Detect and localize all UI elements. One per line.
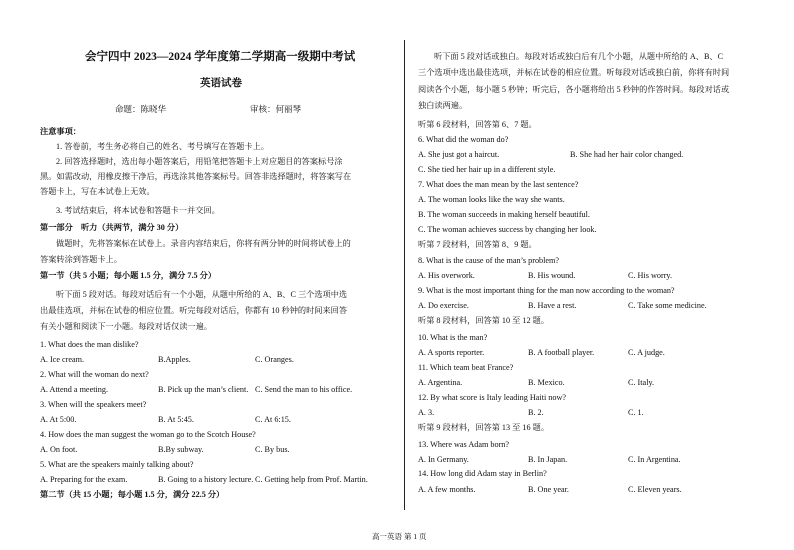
notice-line: 2. 回答选择题时，选出每小题答案后，用铅笔把答题卡上对应题目的答案标号涂 xyxy=(56,157,343,166)
notice-line: 答题卡上，写在本试卷上无效。 xyxy=(40,187,155,196)
option-c: C. In Argentina. xyxy=(628,455,681,464)
question-text: 5. What are the speakers mainly talking about? xyxy=(40,460,194,469)
option-b: B. 2. xyxy=(528,408,544,417)
section1-intro-line: 出最佳选项，并标在试卷的相应位置。听完每段对话后，你都有 10 秒钟的时间来回答 xyxy=(40,306,348,315)
option-a: A. Preparing for the exam. xyxy=(40,475,128,484)
section2-intro-line: 听下面 5 段对话或独白。每段对话或独白后有几个小题，从题中所给的 A、B、C xyxy=(434,52,724,61)
question-text: 11. Which team beat France? xyxy=(418,363,514,372)
option-a: A. On foot. xyxy=(40,445,78,454)
section2-intro-line: 独白读两遍。 xyxy=(418,101,468,110)
notice-line: 黑。如需改动，用橡皮擦干净后，再选涂其他答案标号。回答非选择题时，将答案写在 xyxy=(40,172,352,181)
option-b: B. At 5:45. xyxy=(158,415,194,424)
option-c: C. She tied her hair up in a different style. xyxy=(418,165,556,174)
option-b: B. A football player. xyxy=(528,348,595,357)
column-divider xyxy=(404,40,405,510)
section2-heading: 第二节（共 15 小题；每小题 1.5 分，满分 22.5 分） xyxy=(40,490,225,499)
option-a: A. Ice cream. xyxy=(40,355,85,364)
section2-intro-line: 三个选项中选出最佳选项，并标在试卷的相应位置。听每段对话或独白前，你将有时间 xyxy=(418,68,730,77)
option-a: A. She just got a haircut. xyxy=(418,150,500,159)
option-b: B. In Japan. xyxy=(528,455,568,464)
option-c: C. Eleven years. xyxy=(628,485,682,494)
footer-page: 第 1 页 xyxy=(404,532,427,541)
option-c: C. Send the man to his office. xyxy=(255,385,353,394)
option-c: C. Take some medicine. xyxy=(628,301,707,310)
exam-title: 会宁四中 2023—2024 学年度第二学期高一级期中考试 xyxy=(85,51,356,63)
option-a: A. A few months. xyxy=(418,485,476,494)
question-text: 10. What is the man? xyxy=(418,333,488,342)
question-text: 8. What is the cause of the man’s problem? xyxy=(418,256,560,265)
question-text: 3. When will the speakers meet? xyxy=(40,400,147,409)
option-c: C. Italy. xyxy=(628,378,655,387)
question-text: 6. What did the woman do? xyxy=(418,135,509,144)
option-b: B. The woman succeeds in making herself beautiful. xyxy=(418,210,590,219)
section2-intro-line: 阅读各个小题，每小题 5 秒钟；听完后，各小题将给出 5 秒钟的作答时间。每段对话或 xyxy=(418,85,730,94)
option-a: A. The woman looks like the way she wants. xyxy=(418,195,565,204)
part1-intro-line: 答案转涂到答题卡上。 xyxy=(40,255,122,264)
option-a: A. In Germany. xyxy=(418,455,469,464)
section1-intro-line: 有关小题和阅读下一小题。每段对话仅读一遍。 xyxy=(40,322,212,331)
option-c: C. By bus. xyxy=(255,445,290,454)
option-c: C. A judge. xyxy=(628,348,665,357)
notice-heading: 注意事项： xyxy=(40,127,81,136)
question-text: 7. What does the man mean by the last sentence? xyxy=(418,180,579,189)
option-b: B.By subway. xyxy=(158,445,204,454)
question-text: 14. How long did Adam stay in Berlin? xyxy=(418,469,547,478)
exam-subtitle: 英语试卷 xyxy=(200,78,242,89)
option-b: B. Have a rest. xyxy=(528,301,577,310)
option-b: B. She had her hair color changed. xyxy=(570,150,684,159)
material-note: 听第 6 段材料，回答第 6、7 题。 xyxy=(418,120,537,129)
option-a: A. Do exercise. xyxy=(418,301,469,310)
question-text: 2. What will the woman do next? xyxy=(40,370,149,379)
material-note: 听第 8 段材料，回答第 10 至 12 题。 xyxy=(418,316,550,325)
option-b: B. His wound. xyxy=(528,271,576,280)
option-b: B. Mexico. xyxy=(528,378,565,387)
option-c: C. His worry. xyxy=(628,271,673,280)
option-c: C. Oranges. xyxy=(255,355,294,364)
section1-heading: 第一节（共 5 小题；每小题 1.5 分，满分 7.5 分） xyxy=(40,271,217,280)
option-c: C. 1. xyxy=(628,408,644,417)
left-column xyxy=(40,0,390,520)
question-text: 9. What is the most important thing for the man now according to the woman? xyxy=(418,286,675,295)
option-c: C. At 6:15. xyxy=(255,415,291,424)
footer-subject: 高一英语 xyxy=(372,532,402,541)
part1-intro-line: 做题时，先将答案标在试卷上。录音内容结束后，你将有两分钟的时间将试卷上的 xyxy=(56,239,351,248)
option-a: A. Attend a meeting. xyxy=(40,385,108,394)
notice-line: 3. 考试结束后，将本试卷和答题卡一并交回。 xyxy=(56,206,220,215)
option-a: A. His overwork. xyxy=(418,271,475,280)
material-note: 听第 9 段材料，回答第 13 至 16 题。 xyxy=(418,423,550,432)
right-column xyxy=(418,0,768,520)
part1-heading: 第一部分 听力（共两节，满分 30 分） xyxy=(40,223,184,232)
section1-intro-line: 听下面 5 段对话。每段对话后有一个小题，从题中所给的 A、B、C 三个选项中选 xyxy=(56,290,348,299)
option-b: B. Going to a history lecture. xyxy=(158,475,254,484)
question-text: 13. Where was Adam born? xyxy=(418,440,510,449)
question-text: 12. By what score is Italy leading Haiti now? xyxy=(418,393,567,402)
option-a: A. A sports reporter. xyxy=(418,348,485,357)
option-b: B. One year. xyxy=(528,485,569,494)
option-a: A. At 5:00. xyxy=(40,415,77,424)
question-text: 4. How does the man suggest the woman go to the Scotch House? xyxy=(40,430,256,439)
question-text: 1. What does the man dislike? xyxy=(40,340,139,349)
option-a: A. 3. xyxy=(418,408,435,417)
reviewer: 审核：何丽琴 xyxy=(250,104,302,114)
option-b: B.Apples. xyxy=(158,355,191,364)
option-c: C. The woman achieves success by changing her look. xyxy=(418,225,597,234)
author: 命题：陈晓华 xyxy=(115,104,167,114)
option-c: C. Getting help from Prof. Martin. xyxy=(255,475,368,484)
notice-line: 1. 答卷前，考生务必将自己的姓名、考号填写在答题卡上。 xyxy=(56,142,269,151)
option-b: B. Pick up the man’s client. xyxy=(158,385,249,394)
option-a: A. Argentina. xyxy=(418,378,463,387)
material-note: 听第 7 段材料，回答第 8、9 题。 xyxy=(418,240,537,249)
